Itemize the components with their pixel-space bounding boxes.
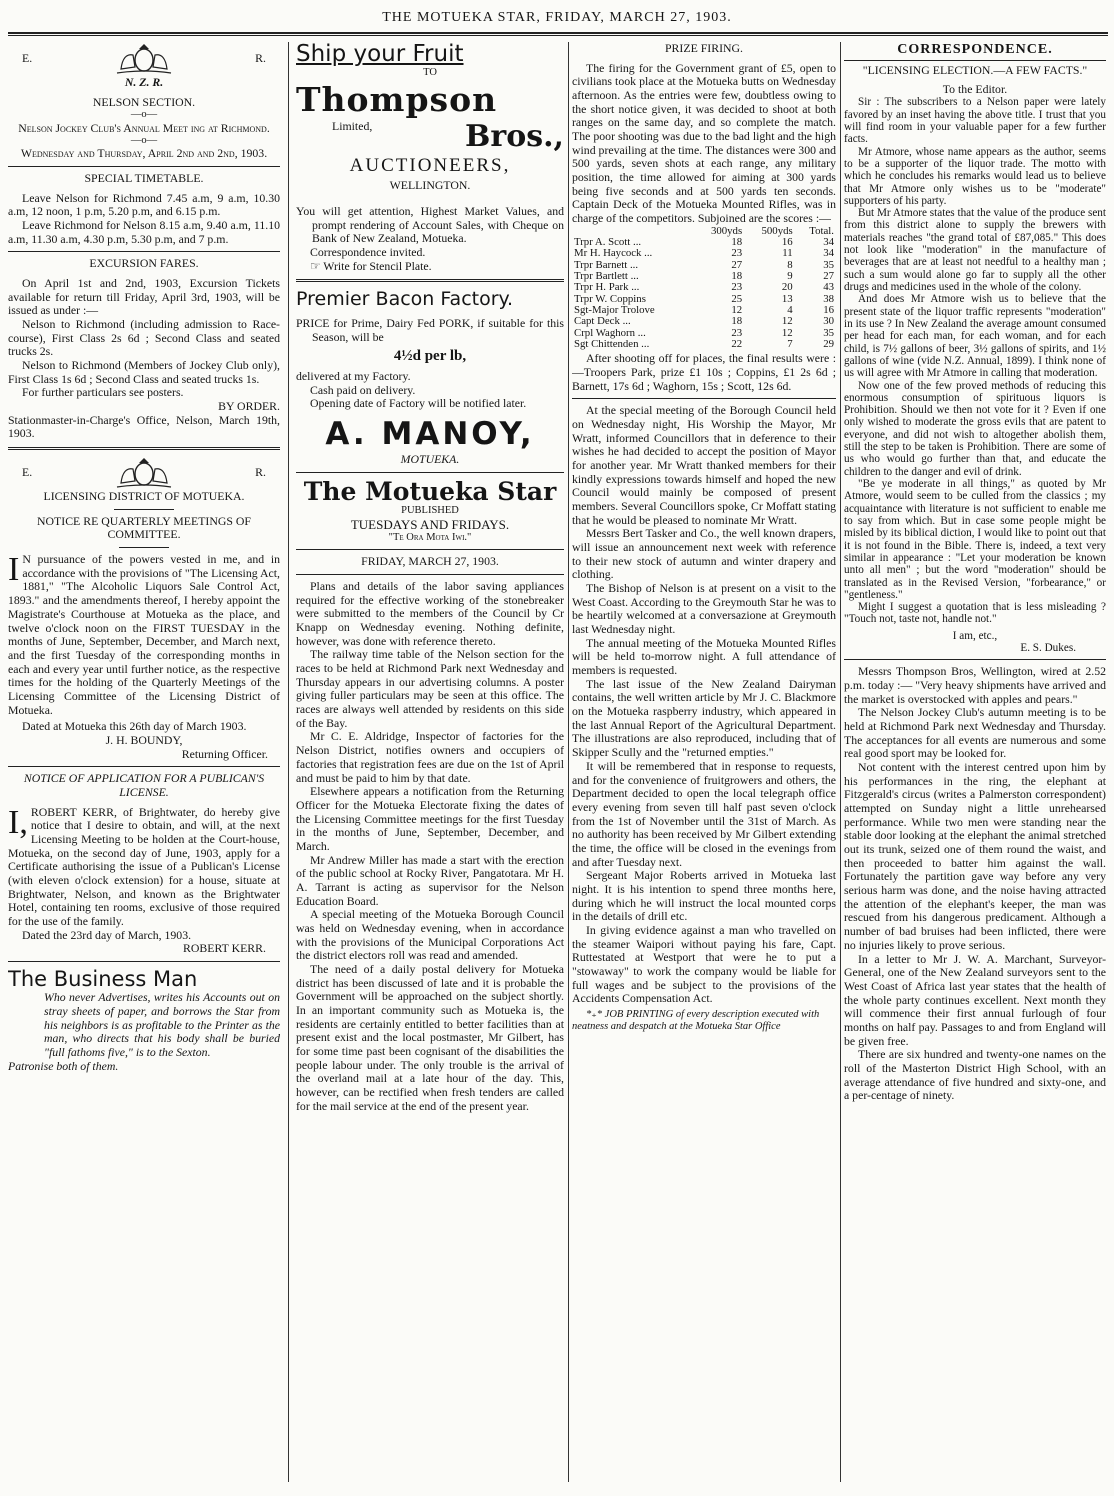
masthead-rule	[8, 32, 1108, 36]
news-paragraph: The Nelson Jockey Club's autumn meeting is to be held at Richmond Park next Wednesday and Thursday. The acceptances for all events are numerous and some real good sport may be looked for.	[844, 705, 1106, 761]
per-lb-price: 4½d per lb,	[393, 348, 467, 365]
table-cell: 20	[781, 281, 793, 294]
news-paragraph: The need of a daily postal delivery for Motueka district has been discussed of late and it is probable the Government will be approached on the subject shortly. In an important community such as Motueka is, the residents are certainly entitled to better facilities than at present exist and the local postmaster, Mr Gilbert, has for some time past been cognisant of the disabilities the people labour under. The only trouble is the arrival of the overland mail at a late hour of the day. This, however, can be rectified when fresh tenders are called for the mail service at the end of the present year.	[296, 961, 564, 1113]
limited-text: Limited,	[332, 119, 373, 134]
news-paragraph: Sergeant Major Roberts arrived in Motueka last night. It is his intention to spend three months here, during which he will instruct the local mounted corps in the details of drill etc.	[572, 868, 836, 924]
application-text: ROBERT KERR, of Brightwater, do hereby give notice that I desire to obtain, and will, at the next Licensing Meeting to be holden at the Court-house, Motueka, on the second day of June, 1903, apply for a Certificate authorising the issue of a Publican's License (with eleven o'clock extension) for a house, situate at Brightwater, Nelson, and known as the Brightwater Hotel, containing ten rooms, exclusive of those required for the use of the family.	[8, 804, 280, 928]
table-cell: 35	[823, 326, 834, 339]
royal-crest	[8, 42, 280, 76]
table-cell: 12	[731, 304, 743, 317]
table-cell: 43	[823, 281, 834, 294]
separator: —o—	[130, 135, 158, 147]
drop-cap: I,	[8, 803, 28, 841]
ad-to: TO	[423, 67, 437, 79]
news-paragraph: At the special meeting of the Borough Council held on Wednesday night, His Worship the Mayor, Mr Wratt, informed Councillors that in deference to their wishes he had decided to accept the position of Mayor for another year. Mr Wratt thanked members for their kindly expressions towards himself and hoped the new Council would mainly be composed of present members. Several Councillors spoke, Cr Moffatt stating that he would be pleased to nominate Mr Wratt.	[572, 403, 836, 527]
excursion-text: On April 1st and 2nd, 1903, Excursion Tickets available for return till Friday, April 3rd, 1903, will be issued as under :—	[8, 276, 280, 318]
wellington-text: WELLINGTON.	[389, 178, 471, 193]
letter-paragraph: Might I suggest a quotation that is less misleading ? "Touch not, taste not, handle not."	[844, 601, 1106, 626]
application-heading: NOTICE OF APPLICATION FOR A PUBLICAN'S LICENSE.	[23, 771, 265, 799]
by-order: BY ORDER.	[218, 399, 280, 414]
table-cell: 35	[823, 258, 834, 271]
table-cell: 25	[731, 292, 743, 305]
section-heading: NELSON SECTION.	[92, 94, 196, 109]
further-text: For further particulars see posters.	[22, 385, 184, 400]
crest-right-letter: R.	[255, 465, 266, 480]
table-cell: 4	[787, 304, 793, 317]
news-paragraph: There are six hundred and twenty-one names on the roll of the Masterton District High School, with an average attendance of five hundred and sixty-one, and a per-centage of ninety.	[844, 1047, 1106, 1103]
notice-heading: NOTICE RE QUARTERLY MEETINGS OF COMMITTEE.	[37, 513, 251, 542]
table-cell: 11	[782, 247, 793, 260]
news-paragraph: Messrs Thompson Bros, Wellington, wired at 2.52 p.m. today :— "Very heavy shipments have arrived and the market is overstocked with apples and pears."	[844, 664, 1106, 706]
fare-text: Nelson to Richmond (including admission to Race-course), First Class 2s 6d ; Second Class and seated trucks 2s.	[8, 317, 280, 359]
table-cell: 29	[823, 338, 834, 351]
table-cell: 23	[731, 247, 743, 260]
column-2	[296, 42, 564, 1488]
notice-text: N pursuance of the powers vested in me, and in accordance with the provisions of "The Licensing Act, 1881," "The Alcoholic Liquors Sale Control Act, 1893." and the amendments thereof, I hereby appoint the Magistrate's Courthouse at Motueka as the place, and twelve o'clock noon on the FIRST TUESDAY in the months of June, September, December, and March next, and the first Tuesday of the corresponding months in each and every year until further notice, as the respective times for the holding of the Quarterly Meetings of the Licensing Committee of the Licensing District of Motueka.	[8, 552, 280, 717]
to-editor: To the Editor.	[942, 82, 1008, 97]
news-paragraph: A special meeting of the Motueka Borough Council was held on Wednesday evening, when in accordance with the provisions of the Municipal Corporations Act the district electors roll was read and amended.	[296, 907, 564, 963]
coat-of-arms-icon	[109, 457, 179, 489]
table-cell: 7	[787, 338, 793, 351]
column-3	[572, 42, 836, 1488]
crest-left-letter: E.	[22, 51, 33, 66]
final-results-text: After shooting off for places, the final results were :—Troopers Park, prize £1 10s ; Coppins, £1 2s 6d ; Barnett, 17s 6d ; Waghorn, 15s ; Scott, 12s 6d.	[572, 351, 836, 393]
table-cell: 34	[823, 247, 834, 260]
table-cell: 22	[731, 338, 743, 351]
signature-title: Returning Officer.	[181, 746, 268, 761]
motueka-text: MOTUEKA.	[400, 451, 460, 466]
bacon-heading: Premier Bacon Factory.	[296, 288, 514, 311]
manoy-heading: A. MANOY,	[325, 415, 535, 452]
scores-table	[572, 226, 836, 351]
table-cell: Trpr Bartlett ...	[574, 270, 639, 283]
table-cell: Trpr H. Park ...	[574, 281, 640, 294]
news-paragraph: Not content with the interest centred upon him by his performances in the ring, the elephant at Fitzgerald's circus (writes a Palmerston correspondent) attempted on Sunday night a little unrehearsed performance. While two men were standing near the stable door looking at the elephant the animal stretched out its trunk, seized one of them round the waist, and then proceeded to batter him against the wall. Fortunately the partition gave way before any very serious harm was done, and the noise having attracted the attention of the elephant's keeper, the man was rescued from his dangerous predicament. Although a number of bad bruises had been inflicted, there were no injuries likely to prove serious.	[844, 760, 1106, 952]
news-paragraph: The annual meeting of the Motueka Mounted Rifles will be held to-morrow night. A full attendance of members is requested.	[572, 635, 836, 678]
table-cell: Crpl Waghorn ...	[574, 326, 646, 339]
table-cell: 18	[731, 270, 743, 283]
meet-dates: Wednesday and Thursday, April 2nd and 2nd, 1903.	[20, 146, 268, 161]
table-cell: 34	[823, 236, 834, 249]
prize-firing-text: The firing for the Government grant of £5, open to civilians took place at the Motueka butts on Wednesday afternoon. As the entries were few, doubtless owing to the short notice given, it was decided to shoot at both ranges on the same day, and so complete the match. The poor shooting was due to the bad light and the high wind prevailing at the time. The distances were 300 and 500 yards, seven shots at each range, any military position, the time allowed for aiming at 300 yards being five seconds and at 500 yards ten seconds. Captain Deck of the Motueka Mounted Rifles, was in charge of the competitors. Subjoined are the scores :—	[572, 60, 836, 226]
table-cell: 9	[787, 270, 793, 283]
ship-fruit-heading: Ship your Fruit	[296, 42, 464, 67]
letter-paragraph: But Mr Atmore states that the value of the produce sent from this district alone to supply the brewers with materials reaches "the grand total of £87,085." This does not look like "moderation" in the manufacture of beverages that are at least not needful to a healthy man ; such a sum would alone go far to supply all the other drugs and medicines used in the whole of the colony.	[844, 207, 1106, 294]
table-cell: Trpr W. Coppins	[574, 292, 646, 305]
separator: —o—	[130, 109, 158, 121]
delivered-text: delivered at my Factory.	[296, 368, 411, 383]
star-masthead: The Motueka Star	[303, 476, 557, 506]
table-header: 500yds	[761, 224, 793, 237]
letter-paragraph: Now one of the few proved methods of reducing this enormous consumption of spirituous liquors is Prohibition. Should we then not vote for it ? Even if one only wished to moderate the gross evils that are patent to everyone, and did not wish to altogether abolish them, still the step to be taken is Prohibition. There are some of us who would go further than that, and educate the children to the danger and evil of drink.	[844, 379, 1106, 478]
table-cell: 12	[781, 326, 793, 339]
news-paragraph: The last issue of the New Zealand Dairyman contains, the well written article by Mr J. C. Blackmore on the Motueka raspberry industry, which appeared in the last Annual Report of the Agricultural Department. The illustrations are also reproduced, including that of Skipper Scully and the "returned empties."	[572, 676, 836, 760]
office-text: Stationmaster-in-Charge's Office, Nelson, March 19th, 1903.	[8, 412, 280, 441]
table-header: Total.	[809, 224, 834, 237]
table-cell: 18	[731, 315, 743, 328]
letter-paragraph: "Be ye moderate in all things," as quoted by Mr Atmore, would seem to be culled from the classics ; my acquaintance with literature is not sufficient to enable me to say from which. But in case some people might be misled by its biblical diction, I would like to point out that it is not found in the Bible. There is, indeed, a text very similar in appearance : "Let your moderation be known unto all men" ; but the word "moderation" should be translated as in the Revised Version, "forbearance," or "gentleness."	[844, 478, 1106, 601]
timetable-richmond: Leave Richmond for Nelson 8.15 a.m, 9.40 a.m, 11.10 a.m, 11.30 a.m, 4.30 p.m, 5.30 p.m, and 7 p.m.	[8, 218, 280, 246]
dated-text: Dated at Motueka this 26th day of March 1903.	[22, 719, 247, 734]
crest-left-letter: E.	[22, 465, 33, 480]
table-cell: 12	[781, 315, 793, 328]
news-paragraph: Mr C. E. Aldridge, Inspector of factories for the Nelson District, notifies owners and occupiers of factories that registration fees are due on the 1st of April and must be paid to him by that date.	[296, 729, 564, 785]
table-cell: 23	[731, 326, 743, 339]
news-paragraph: The railway time table of the Nelson section for the races to be held at Richmond Park next Wednesday and Thursday appears in our advertising columns. A poster giving fuller particulars may be seen at this office. The races are always well attended by residents on this side of the Bay.	[296, 647, 564, 730]
published-text: PUBLISHED	[401, 505, 459, 516]
letter-paragraph: Mr Atmore, whose name appears as the author, seems to be a supporter of the liquor trade. The motto with which he concludes his remarks would lead us to believe that Mr Atmore only wishes us to be "moderate" supporters of his party.	[844, 145, 1106, 207]
coat-of-arms-icon	[109, 43, 179, 75]
news-paragraph: The Bishop of Nelson is at present on a visit to the West Coast. According to the Greymouth Star he was to be heartily welcomed at a conversazione at Greymouth last Wednesday night.	[572, 581, 836, 637]
letter-closing: I am, etc.,	[952, 629, 998, 642]
letter-signature: E. S. Dukes.	[1020, 642, 1076, 655]
news-paragraph: Plans and details of the labor saving appliances required for the effective working of the stonebreaker were submitted to the members of the Council by Cr Knapp on Wednesday evening. Nothing definite, however, was done with reference thereto.	[296, 579, 564, 648]
masthead-title: THE MOTUEKA STAR, FRIDAY, MARCH 27, 1903.	[382, 10, 732, 25]
bros-heading: Bros.,	[465, 119, 564, 155]
tuesdays-fridays: TUESDAYS AND FRIDAYS.	[350, 517, 510, 533]
signature: J. H. BOUNDY,	[105, 732, 183, 747]
motto: "Te Ora Mota Iwi."	[388, 532, 472, 544]
table-cell: 18	[731, 236, 743, 249]
news-paragraph: Messrs Bert Tasker and Co., the well known drapers, will issue an announcement next week with reference to their new stock of autumn and winter drapery and clothing.	[572, 526, 836, 582]
patronise-text: Patronise both of them.	[8, 1058, 119, 1073]
table-cell: 23	[731, 281, 743, 294]
correspondence-subheading: "LICENSING ELECTION.—A FEW FACTS."	[862, 63, 1088, 78]
crest-right-letter: R.	[255, 51, 266, 66]
business-man-heading: The Business Man	[8, 966, 198, 991]
table-row	[572, 282, 836, 293]
table-cell: Sgt Chittenden ...	[574, 338, 650, 351]
correspondence-invited: Correspondence invited.	[310, 244, 426, 259]
correspondence-heading: CORRESPONDENCE.	[897, 42, 1053, 57]
table-row	[572, 339, 836, 350]
table-cell: Trpr Barnett ...	[574, 258, 639, 271]
column-rule	[288, 42, 289, 1482]
table-row	[572, 316, 836, 327]
table-cell: 38	[823, 292, 834, 305]
column-rule	[840, 42, 841, 1482]
column-1	[8, 42, 280, 1488]
editorial-date: FRIDAY, MARCH 27, 1903.	[361, 554, 499, 569]
job-printing-notice: *₊* JOB PRINTING of every description executed with neatness and despatch at the Motueka Star Office	[572, 1008, 820, 1033]
auctioneers-heading: AUCTIONEERS,	[349, 155, 511, 177]
table-cell: Capt Deck ...	[574, 315, 631, 328]
news-paragraph: It will be remembered that in response to requests, and for the convenience of fruitgrowers and others, the Department decided to open the local telegraph office every evening from seven till half past seven o'clock from the 1st of November until the 31st of March. As no authority has been received by Mr Gilbert extending the time, the office will be closed in the evenings from and after Tuesday next.	[572, 758, 836, 869]
opening-text: Opening date of Factory will be notified later.	[310, 396, 527, 411]
column-4	[844, 42, 1106, 1488]
royal-crest	[8, 456, 280, 490]
table-cell: Sgt-Major Trolove	[574, 304, 655, 317]
jockey-meet: Nelson Jockey Club's Annual Meet ing at Richmond.	[18, 120, 270, 135]
excursion-heading: EXCURSION FARES.	[89, 256, 199, 271]
prize-firing-heading: PRIZE FIRING.	[665, 42, 743, 55]
table-header: 300yds	[710, 224, 743, 237]
bacon-price-text: PRICE for Prime, Dairy Fed PORK, if suitable for this Season, will be	[296, 316, 564, 344]
news-paragraph: In giving evidence against a man who travelled on the steamer Waipori without paying his fare, Capt. Ruttestated at Westport that were he to put a "stowaway" to work the company would be liable for full wages and be subject to the provisions of the Accidents Compensation Act.	[572, 922, 836, 1006]
nzr-heading: N. Z. R.	[124, 75, 164, 89]
drop-cap: I	[8, 551, 20, 589]
cash-text: Cash paid on delivery.	[310, 382, 416, 397]
thompson-heading: Thompson	[296, 80, 498, 120]
table-cell: 16	[781, 236, 793, 249]
news-paragraph: Mr Andrew Miller has made a start with the erection of the public school at Rocky River, Pangatotara. Mr H. A. Tarrant is acting as supervisor for the Nelson Education Board.	[296, 852, 564, 908]
table-cell: 16	[823, 304, 834, 317]
table-cell: 30	[823, 315, 834, 328]
thompson-text: You will get attention, Highest Market Values, and prompt rendering of Account Sales, with Cheque on Bank of New Zealand, Motueka.	[296, 203, 564, 246]
signature: ROBERT KERR.	[183, 941, 266, 956]
news-paragraph: In a letter to Mr J. W. A. Marchant, Surveyor-General, one of the New Zealand surveyors sent to the West Coast of Africa last year states that the health of the whole party continues excellent. Next month they will commence their first annual furlough of four months on half pay. Passages to and from England will be given free.	[844, 951, 1106, 1048]
table-cell: Trpr A. Scott ...	[574, 236, 642, 249]
table-cell: Mr H. Haycock ...	[574, 247, 653, 260]
table-cell: 8	[787, 258, 793, 271]
dated-text: Dated the 23rd day of March, 1903.	[22, 927, 192, 942]
news-paragraph: Elsewhere appears a notification from the Returning Officer for the Motueka Electorate fixing the dates of the Licensing Committee meetings for the first Tuesday in the months of June, September, December, and March.	[296, 784, 564, 853]
fare-text: Nelson to Richmond (Members of Jockey Club only), First Class 1s 6d ; Second Class and seated trucks 1s.	[8, 358, 280, 386]
licensing-heading: LICENSING DISTRICT OF MOTUEKA.	[43, 489, 245, 504]
table-cell: 27	[731, 258, 743, 271]
timetable-heading: SPECIAL TIMETABLE.	[84, 171, 204, 186]
column-rule	[568, 42, 569, 1482]
business-man-text: Who never Advertises, writes his Accounts out on stray sheets of paper, and borrows the Star from his neighbors is as profitable to the Printer as the man, who directs that his body shall be buried "full fathoms five," is to the Sexton.	[44, 990, 280, 1059]
table-cell: 13	[781, 292, 793, 305]
letter-paragraph: And does Mr Atmore wish us to believe that the present state of the liquor traffic represents "moderation" in its use ? In New Zealand the average amount consumed per head for each man, for each woman, and for each child, is 7½ gallons of beer, 3½ gallons of spirits, and 1½ gallons of wine (vide N.Z. Annual, 1899). I think none of us will agree with Mr Atmore in calling that moderation.	[844, 293, 1106, 380]
timetable-nelson: Leave Nelson for Richmond 7.45 a.m, 9 a.m, 10.30 a.m, 12 noon, 1 p.m, 5.20 p.m, and 6.15 p.m.	[8, 190, 280, 219]
table-cell: 27	[823, 270, 834, 283]
letter-paragraph: Sir : The subscribers to a Nelson paper were lately favored by an inset having the above title. I trust that you will find room in your valuable paper for a few further facts.	[844, 96, 1106, 146]
stencil-text: ☞ Write for Stencil Plate.	[310, 258, 432, 273]
